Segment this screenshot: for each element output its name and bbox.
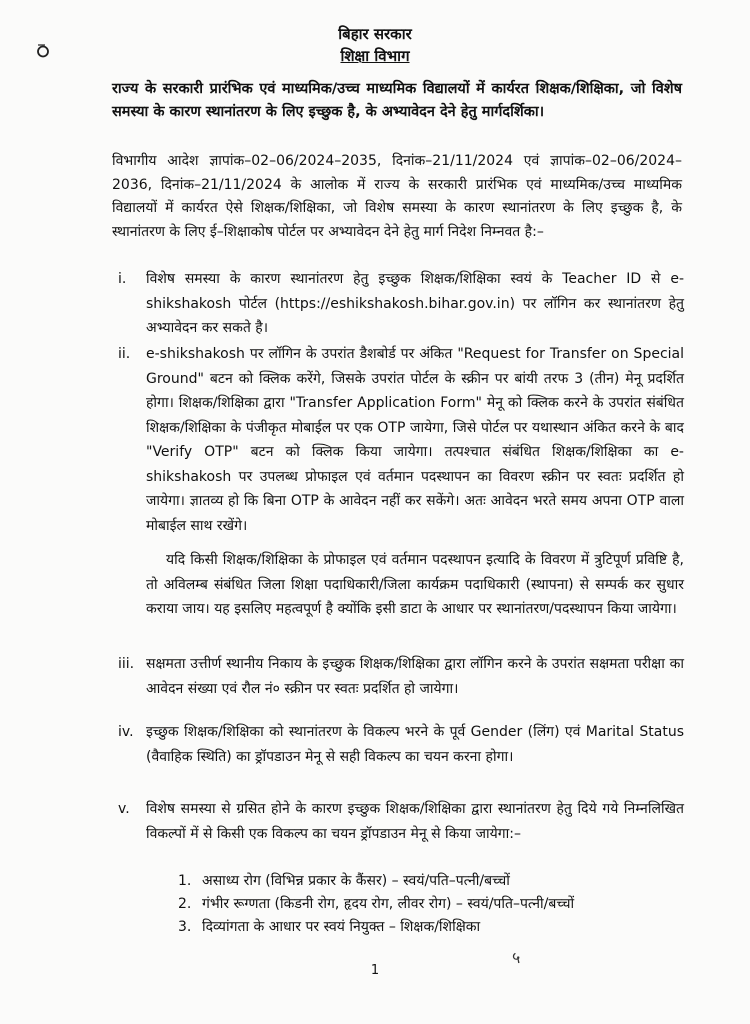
item-text: सक्षमता उत्तीर्ण स्थानीय निकाय के इच्छुक शिक्षक/शिक्षिका द्वारा लॉगिन करने के उपरांत सक्षमता परीक्षा का आवेदन संख्या एवं रौल नं० स्क्रीन पर स्वतः प्रदर्शित हो जायेगा। — [146, 656, 684, 697]
guideline-item-4 — [118, 720, 684, 769]
option-item-1 — [178, 870, 698, 892]
option-number: 1. — [178, 873, 192, 889]
handwritten-initials: ५ — [512, 948, 521, 967]
item-text: विशेष समस्या से ग्रसित होने के कारण इच्छुक शिक्षक/शिक्षिका द्वारा स्थानांतरण हेतु दिये गये निम्नलिखित विकल्पों में से किसी एक विकल्प का चयन ड्रॉपडाउन मेनू से किया जायेगा:– — [146, 801, 684, 842]
department-heading: शिक्षा विभाग — [340, 47, 410, 65]
item-number: ii. — [118, 346, 131, 362]
government-heading: बिहार सरकार — [338, 25, 412, 43]
item-text: इच्छुक शिक्षक/शिक्षिका को स्थानांतरण के विकल्प भरने के पूर्व Gender (लिंग) एवं Marital Status (वैवाहिक स्थिति) का ड्रॉपडाउन मेनू से सही विकल्प का चयन करना होगा। — [146, 724, 684, 765]
option-item-3 — [178, 916, 698, 938]
option-number: 3. — [178, 919, 192, 935]
option-item-2 — [178, 893, 698, 915]
guideline-item-2 — [118, 342, 684, 538]
item-number: iii. — [118, 656, 135, 672]
option-text: दिव्यांगता के आधार पर स्वयं नियुक्त – शिक्षक/शिक्षिका — [202, 919, 481, 935]
guideline-item-1 — [118, 267, 684, 341]
option-number: 2. — [178, 896, 192, 912]
document-title: राज्य के सरकारी प्रारंभिक एवं माध्यमिक/उच्च माध्यमिक विद्यालयों में कार्यरत शिक्षक/शिक्षिका, जो विशेष समस्या के कारण स्थानांतरण के लिए इच्छुक है, के अभ्यावेदन देने हेतु मार्गदर्शिका। — [112, 81, 682, 120]
item-text: विशेष समस्या के कारण स्थानांतरण हेतु इच्छुक शिक्षक/शिक्षिका स्वयं के Teacher ID से e-shikshakosh पोर्टल (https://eshikshakosh.bihar.gov.in) पर लॉगिन कर स्थानांतरण हेतु अभ्यावेदन कर सकते है। — [146, 271, 684, 336]
page-number: 1 — [370, 963, 380, 978]
option-text: असाध्य रोग (विभिन्न प्रकार के कैंसर) – स्वयं/पति–पत्नी/बच्चों — [202, 873, 510, 889]
correction-note: यदि किसी शिक्षक/शिक्षिका के प्रोफाइल एवं वर्तमान पदस्थापन इत्यादि के विवरण में त्रुटिपूर्ण प्रविष्टि है, तो अविलम्ब संबंधित जिला शिक्षा पदाधिकारी/जिला कार्यक्रम पदाधिकारी (स्थापना) से सम्पर्क कर सुधार कराया जाय। यह इसलिए महत्वपूर्ण है क्योंकि इसी डाटा के आधार पर स्थानांतरण/पदस्थापन किया जायेगा। — [146, 552, 684, 617]
item-number: v. — [118, 801, 130, 817]
item-number: iv. — [118, 724, 134, 740]
option-text: गंभीर रूग्णता (किडनी रोग, हृदय रोग, लीवर रोग) – स्वयं/पति–पत्नी/बच्चों — [202, 896, 575, 912]
guideline-item-3 — [118, 652, 684, 701]
guideline-item-5 — [118, 797, 684, 846]
intro-paragraph: विभागीय आदेश ज्ञापांक–02–06/2024–2035, दिनांक–21/11/2024 एवं ज्ञापांक–02–06/2024–2036, दिनांक–21/11/2024 के आलोक में राज्य के सरकारी प्रारंभिक एवं माध्यमिक/उच्च माध्यमिक विद्यालयों में कार्यरत ऐसे शिक्षक/शिक्षिका, जो विशेष समस्या के कारण स्थानांतरण के लिए इच्छुक है, के स्थानांतरण के लिए ई–शिक्षाकोष पोर्टल पर अभ्यावेदन देने हेतु मार्ग निदेश निम्नवत है:– — [112, 153, 682, 240]
item-number: i. — [118, 271, 127, 287]
item-text: e-shikshakosh पर लॉगिन के उपरांत डैशबोर्ड पर अंकित "Request for Transfer on Special Ground" बटन को क्लिक करेंगे, जिसके उपरांत पोर्टल के स्क्रीन पर बांयी तरफ 3 (तीन) मेनू प्रदर्शित होगा। शिक्षक/शिक्षिका द्वारा "Transfer Application Form" मेनू को क्लिक करने के उपरांत संबंधित शिक्षक/शिक्षिका के पंजीकृत मोबाईल पर एक OTP जायेगा, जिसे पोर्टल पर यथास्थान अंकित करने के बाद "Verify OTP" बटन को क्लिक किया जायेगा। तत्पश्चात संबंधित शिक्षक/शिक्षिका का e-shikshakosh पर उपलब्ध प्रोफाइल एवं वर्तमान पदस्थापन का विवरण स्क्रीन पर स्वतः प्रदर्शित हो जायेगा। ज्ञातव्य हो कि बिना OTP के आवेदन नहीं कर सकेंगे। अतः आवेदन भरते समय अपना OTP वाला मोबाईल साथ रखेंगे। — [146, 346, 684, 534]
